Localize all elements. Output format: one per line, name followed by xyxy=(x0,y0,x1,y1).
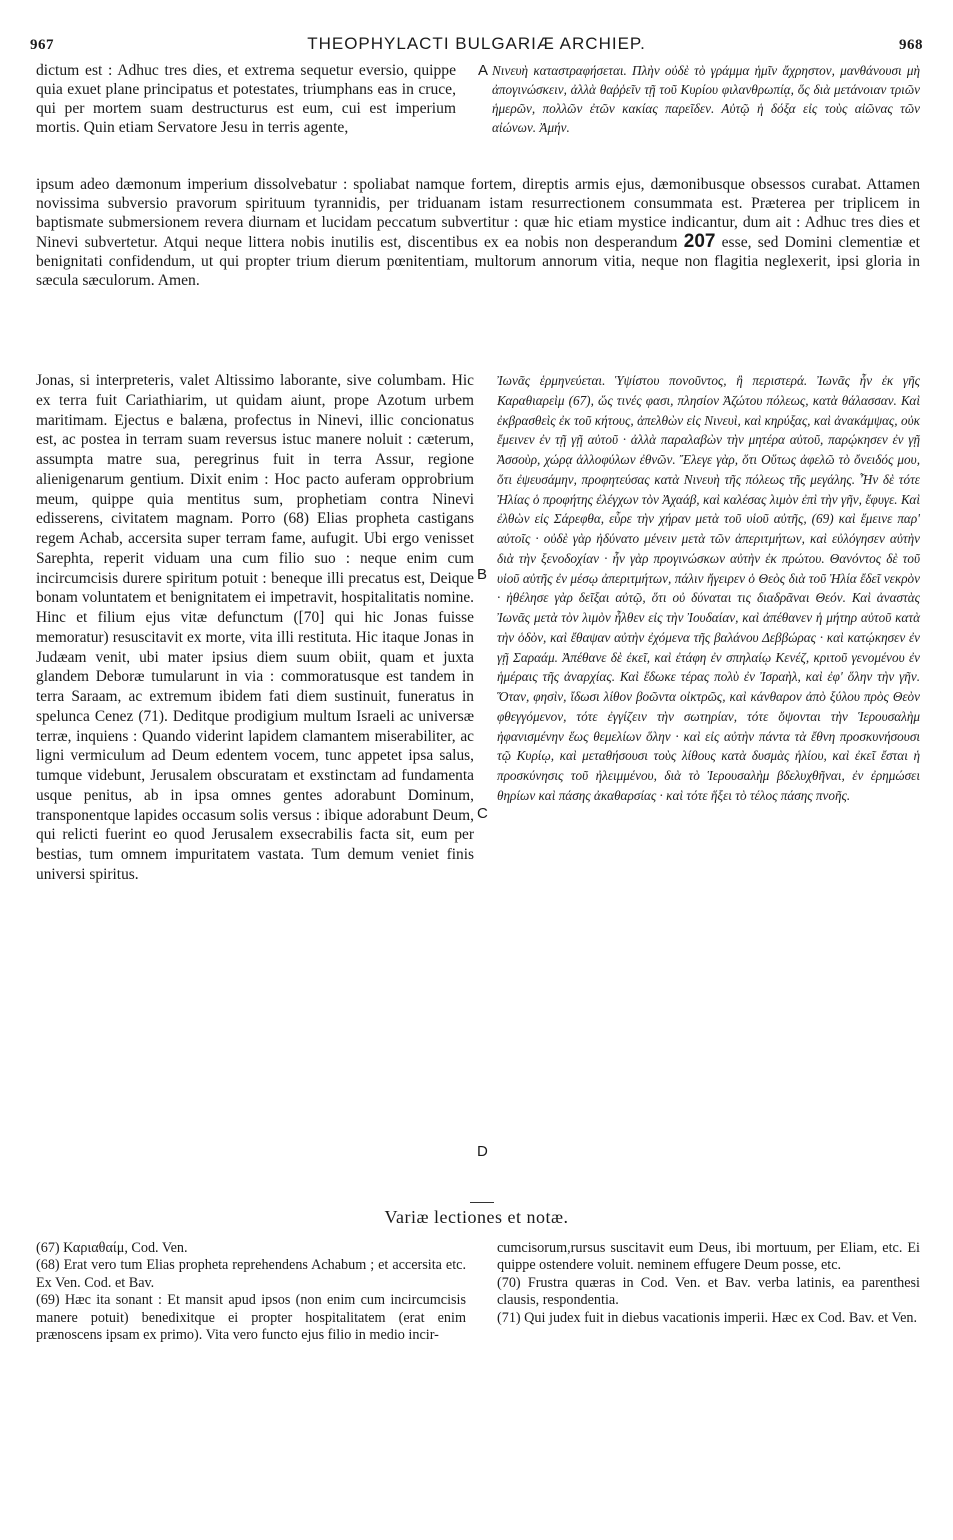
latin-paragraph-full xyxy=(36,175,920,290)
page-mark-number: 207 xyxy=(683,231,716,252)
latin-column xyxy=(36,371,474,885)
margin-marker-a: A xyxy=(478,62,489,79)
section-divider xyxy=(470,1202,494,1203)
latin-text-after-mark: esse, sed Domini clementiæ et benignitati confidendum, ut qui propter trium dierum pœnitentiam, multorum annorum vitia, neque non flagitia neglexerit, ipsi gloria in sæcula sæculorum. Amen. xyxy=(36,234,921,289)
note-69: (69) Hæc ita sonant : Et mansit apud ipsos (non enim cum incircumcisis manere potuit) benedixitque ei propter hospitalitatem (erat enim prænoscens ipsam ex primo). Vita vero functo ejus filio in medio incir- xyxy=(36,1292,466,1344)
right-page-number: 968 xyxy=(898,37,923,53)
note-68: (68) Erat vero tum Elias propheta reprehendens Achabum ; et accersita etc. Ex Ven. Cod. et Bav. xyxy=(36,1257,466,1291)
margin-marker-c: C xyxy=(477,805,488,822)
note-67: (67) Καριαθαίμ, Cod. Ven. xyxy=(36,1240,188,1256)
running-title: THEOPHYLACTI BULGARIÆ ARCHIEP. xyxy=(307,34,646,53)
latin-column-text: Jonas, si interpreteris, valet Altissimo laborante, sive columbam. Hic ex terra fuit Cariathiarim, ut quidam aiunt, prope Azotum urbem maritimam. Ejectus e balæna, profectus in Ninevi, illic concionatus est, ac postea in terram suam reversus istuc manere noluit : cæterum, assumpta matre sua, peregrinus fuit in terra Assur, regione alienigenarum gentium. Dixit enim : Hoc pacto auferam opprobrium meum, quippe quia mentitus sum, prophetiam contra Ninevi edisserens, civitatem magnam. Porro (68) Elias propheta castigans regem Achab, accersita super terram fame, aufugit. Ubi ergo venisset Sarephta, reperit viduam una cum filio suo : neque enim cum incircumcisis durere spiritum potuit : beneque illi precatus est, Deique bonam voluntatem et benignitatem ei impetravit, hospitalitatis nomine. Hinc et filium ejus vitæ defunctum ([70] qui hic Jonas fuisse memoratur) resuscitavit ex morte, vita illi restituta. Hic itaque Jonas in Judæam venit, ubi mater ipsius diem suum obiit, quam et juxta glandem Deboræ tumularunt in via : commoratusque est tandem in terra Saraam, ac extremum ibidem fati diem sustinuit, funeratus in spelunca Cenez (71). Deditque prodigium multum Israeli ac universæ terræ, inquiens : Quando viderint lapidem clamantem miserabiliter, ac ligni vermiculum ad Deum edentem vocem, tunc appetet ipsa salus, tumque videbunt, Jerusalem obscuratam et exstinctam ad fundamenta usque penitus, ab in ipsa omnes gentes adorabunt Dominum, transponentque lapides occasum solis versus : ibique adorabunt Deum, qui relicti fuerint eo quod Jerusalem exsecrabilis facta sit, eum per bestias, tum omnem impuritatem vastata. Tum demum veniet finis universi spiritus. xyxy=(36,372,474,883)
notes-left-column xyxy=(36,1240,466,1344)
notes-heading: Variæ lectiones et notæ. xyxy=(384,1207,569,1227)
left-page-number: 967 xyxy=(30,37,54,53)
greek-text-top xyxy=(492,61,920,137)
latin-text-full-width xyxy=(36,175,920,290)
greek-paragraph-top: Νινευὴ καταστραφήσεται. Πλὴν οὐδὲ τὸ γράμμα ἡμῖν ἄχρηστον, μανθάνουσι μὴ ἀπογινώσκειν, ἀλλὰ θαῤῥεῖν τῇ τοῦ Κυρίου φιλανθρωπίᾳ, ὅς διὰ μετάνοιαν τριῶν ἡμερῶν, πολλῶν ἐτῶν κακίας παρεῖδεν. Αὐτῷ ἡ δόξα εἰς τοὺς αἰῶνας τῶν αἰώνων. Ἀμήν. xyxy=(492,63,920,135)
latin-text-top xyxy=(36,61,456,137)
note-71: (71) Qui judex fuit in diebus vacationis imperii. Hæc ex Cod. Bav. et Ven. xyxy=(497,1309,918,1326)
greek-column xyxy=(497,371,920,806)
margin-marker-d: D xyxy=(477,1143,488,1160)
latin-paragraph-top: dictum est : Adhuc tres dies, et extrema sequetur eversio, quippe quia exuet plane principatus et potestates, triumphans eas in cruce, qui per mortem suam destructurus est eum, cui est imperium mortis. Quin etiam Servatore Jesu in terris agente, xyxy=(36,62,456,136)
latin-text-before-mark: ipsum adeo dæmonum imperium dissolvebatur : spoliabat namque fortem, direptis armis ejus, dæmonibusque obsessos curabat. Attamen novissima subversio pravorum spirituum tyrannidis, per triduanam istam resurrectionem consummata est. Præterea per triplicem in baptismate submersionem revera diurnam et lucidam peccatum subvertitur : quæ hic etiam mystice indicantur, dum ait : Adhuc tres dies et Ninevi subvertetur. Atqui neque littera nobis inutilis est, discentibus ex ea nobis non desperandum xyxy=(36,176,920,251)
notes-right-column xyxy=(497,1240,920,1327)
greek-column-text: Ἰωνᾶς ἑρμηνεύεται. Ὑψίστου πονοῦντος, ἢ περιστερά. Ἰωνᾶς ἦν ἐκ γῆς Καραθιαρεὶμ (67), ὥς τινές φασι, πλησίον Ἀζώτου πόλεως, κατὰ θάλασσαν. Καὶ ἐκβρασθεὶς ἐκ τοῦ κήτους, ἀπελθὼν εἰς Νινευὶ, καὶ κηρύξας, καὶ ἀνακάμψας, οὐκ ἔμεινεν ἐν τῇ γῇ αὐτοῦ · ἀλλὰ παραλαβὼν τὴν μητέρα αὐτοῦ, παρῴκησεν ἐν γῇ Ἀσσοὺρ, χώρᾳ ἀλλοφύλων ἐθνῶν. Ἔλεγε γὰρ, ὅτι Οὕτως ἀφελῶ τὸ ὄνειδός μου, ὅτι ἐψευσάμην, προφητεύσας κατὰ Νινευὴ τῆς πόλεως τῆς μεγάλης. Ἦν δὲ τότε Ἠλίας ὁ προφήτης ἐλέγχων τὸν Ἀχαάβ, καὶ καλέσας λιμὸν ἐπὶ τὴν γῆν, ἔφυγε. Καὶ ἐλθὼν εἰς Σάρεφθα, εὗρε τὴν χήραν μετὰ τοῦ υἱοῦ αὐτῆς, (69) καὶ ἔμεινε παρ' αὐτοῖς · οὐδὲ γὰρ ἠδύνατο μένειν μετὰ τῶν ἀπεριτμήτων, καὶ εὐλόγησεν αὐτὴν διὰ τὴν ξενοδοχίαν · ἦν γὰρ προγινώσκων αὐτὴν ἐκ πρώτου. Θανόντος δὲ τοῦ υἱοῦ αὐτῆς ἐν μέσῳ ἀπεριτμήτων, πάλιν ἤγειρεν ὁ Θεὸς διὰ τοῦ Ἠλία ἔδεῖ νεκρὸν · ἠθέλησε γὰρ δεῖξαι αὐτῷ, ὅτι οὐ δύναται τις διαδρᾶναι Θεόν. Καὶ ἀναστὰς Ἰωνᾶς μετὰ τὸν λιμὸν ἦλθεν εἰς τὴν Ἰουδαίαν, καὶ ἀπέθανεν ἡ μήτηρ αὐτοῦ κατὰ τὴν ὁδὸν, καὶ ἔθαψαν αὐτὴν ἐχόμενα τῆς βαλάνου Δεββώρας · καὶ κατῴκησεν ἐν γῇ Σαραάμ. Ἀπέθανε δὲ ἐκεῖ, καὶ ἐτάφη ἐν σπηλαίῳ Κενέζ, κριτοῦ γενομένου ἐν ἡμέραις τῆς ἀναρχίας. Καὶ ἔδωκε τέρας πολὺ ἐν Ἰσραὴλ, καὶ ἐφ' ὅλην τὴν γῆν. Ὅταν, φησὶν, ἴδωσι λίθον βοῶντα οἰκτρῶς, καὶ κάνθαρον ἀπὸ ξύλου πρὸς Θεὸν φθεγγόμενον, τότε ἐγγίζειν τὴν σωτηρίαν, τότε ὄψονται τὴν Ἱερουσαλὴμ ἠφανισμένην ἕως θεμελίων ὅλην · καὶ εἰς αὐτὴν πάντα τὰ ἔθνη προσκυνήσουσι τῷ Κυρίῳ, καὶ μεταθήσουσι τοὺς λίθους κατὰ δυσμὰς ἡλίου, καὶ ἐκεῖ ἔσται ἡ προσκύνησις τοῦ ἠλειμμένου, διὰ τὸ Ἱερουσαλὴμ βδελυχθῆναι, ἐν ἐρημώσει θηρίων καὶ πάσης ἀκαθαρσίας · καὶ τότε ἥξει τὸ τέλος πάσης πνοῆς. xyxy=(497,373,920,803)
note-69-continued: cumcisorum,rursus suscitavit eum Deus, ibi mortuum, per Eliam, etc. Ei quippe ostendere voluit. neminem effugere Deum posse, etc. xyxy=(497,1240,920,1274)
running-header xyxy=(30,34,923,58)
note-70: (70) Frustra quæras in Cod. Ven. et Bav. verba latinis, ea parenthesi clausis, respondentia. xyxy=(497,1274,920,1309)
margin-marker-b: B xyxy=(477,566,488,583)
